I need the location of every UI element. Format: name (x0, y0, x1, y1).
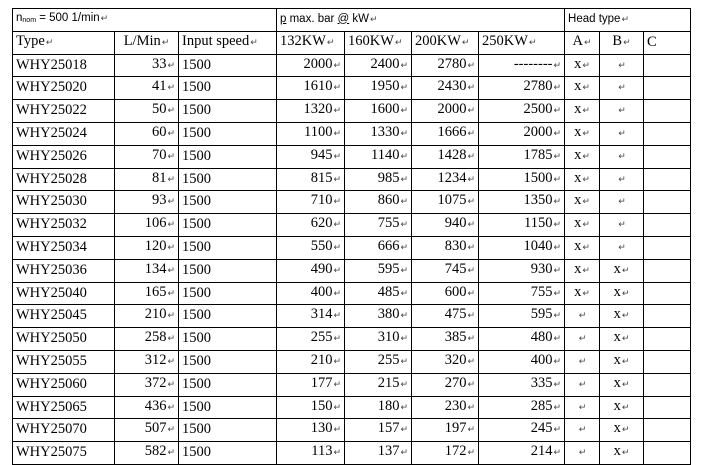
cell-head-a: ↵ (565, 328, 600, 351)
cell-input-speed: 1500 (179, 54, 277, 77)
pump-spec-table (12, 8, 691, 465)
cell-head-b: x↵ (600, 350, 644, 373)
cell-p132: 1320↵ (277, 100, 345, 123)
cell-head-a: x↵ (565, 191, 600, 214)
table-row (13, 100, 691, 123)
cell-p132: 150↵ (277, 396, 345, 419)
cell-type: WHY25045 (13, 305, 115, 328)
header-top-row (13, 9, 691, 32)
cell-head-a: x↵ (565, 282, 600, 305)
cell-p250: 2500↵ (479, 100, 565, 123)
cell-head-b: ↵ (600, 77, 644, 100)
cell-p160: 255↵ (345, 350, 412, 373)
cell-type: WHY25036 (13, 259, 115, 282)
col-head-c: C (644, 31, 691, 54)
cell-input-speed: 1500 (179, 236, 277, 259)
nominal-speed-header: nnom = 500 1/min↵ (13, 9, 277, 32)
cell-head-c (644, 77, 691, 100)
cell-input-speed: 1500 (179, 305, 277, 328)
cell-type: WHY25040 (13, 282, 115, 305)
cell-head-b: x↵ (600, 442, 644, 465)
col-head-b: B↵ (600, 31, 644, 54)
head-type-header: Head type↵ (565, 9, 691, 32)
table-row (13, 442, 691, 465)
cell-p250: 595↵ (479, 305, 565, 328)
cell-input-speed: 1500 (179, 259, 277, 282)
cell-head-b: ↵ (600, 214, 644, 237)
cell-head-b: x↵ (600, 373, 644, 396)
cell-lmin: 165↵ (115, 282, 179, 305)
table-row (13, 214, 691, 237)
table-row (13, 77, 691, 100)
cell-p132: 210↵ (277, 350, 345, 373)
cell-p200: 1428↵ (412, 145, 479, 168)
table-row (13, 350, 691, 373)
cell-p200: 1234↵ (412, 168, 479, 191)
cell-input-speed: 1500 (179, 145, 277, 168)
cell-head-a: x↵ (565, 259, 600, 282)
cell-p200: 320↵ (412, 350, 479, 373)
cell-lmin: 582↵ (115, 442, 179, 465)
col-132kw: 132KW↵ (277, 31, 345, 54)
cell-p200: 270↵ (412, 373, 479, 396)
cell-head-b: x↵ (600, 328, 644, 351)
cell-head-a: x↵ (565, 77, 600, 100)
col-lmin: L/Min↵ (115, 31, 179, 54)
column-header-row (13, 31, 691, 54)
cell-p250: 1500↵ (479, 168, 565, 191)
cell-p132: 1610↵ (277, 77, 345, 100)
cell-head-b: x↵ (600, 282, 644, 305)
cell-p132: 815↵ (277, 168, 345, 191)
cell-head-a: x↵ (565, 214, 600, 237)
col-type: Type↵ (13, 31, 115, 54)
cell-input-speed: 1500 (179, 168, 277, 191)
table-row (13, 168, 691, 191)
cell-p132: 710↵ (277, 191, 345, 214)
cell-p160: 485↵ (345, 282, 412, 305)
cell-head-b: ↵ (600, 122, 644, 145)
cell-p160: 755↵ (345, 214, 412, 237)
cell-p200: 385↵ (412, 328, 479, 351)
cell-p132: 177↵ (277, 373, 345, 396)
cell-p160: 1330↵ (345, 122, 412, 145)
cell-input-speed: 1500 (179, 191, 277, 214)
cell-p250: 1040↵ (479, 236, 565, 259)
cell-lmin: 507↵ (115, 419, 179, 442)
cell-p250: 2000↵ (479, 122, 565, 145)
cell-type: WHY25034 (13, 236, 115, 259)
cell-head-a: x↵ (565, 168, 600, 191)
cell-head-a: ↵ (565, 350, 600, 373)
cell-p160: 215↵ (345, 373, 412, 396)
cell-p160: 1950↵ (345, 77, 412, 100)
cell-type: WHY25030 (13, 191, 115, 214)
cell-input-speed: 1500 (179, 100, 277, 123)
cell-p160: 985↵ (345, 168, 412, 191)
cell-p160: 1600↵ (345, 100, 412, 123)
cell-input-speed: 1500 (179, 442, 277, 465)
cell-p160: 180↵ (345, 396, 412, 419)
table-row (13, 236, 691, 259)
cell-lmin: 41↵ (115, 77, 179, 100)
cell-p160: 137↵ (345, 442, 412, 465)
cell-type: WHY25065 (13, 396, 115, 419)
col-160kw: 160KW↵ (345, 31, 412, 54)
cell-p200: 745↵ (412, 259, 479, 282)
cell-p160: 2400↵ (345, 54, 412, 77)
cell-type: WHY25055 (13, 350, 115, 373)
cell-head-b: ↵ (600, 191, 644, 214)
cell-input-speed: 1500 (179, 77, 277, 100)
cell-head-a: x↵ (565, 122, 600, 145)
cell-p132: 945↵ (277, 145, 345, 168)
cell-p200: 2780↵ (412, 54, 479, 77)
cell-p200: 230↵ (412, 396, 479, 419)
table-row (13, 396, 691, 419)
table-row (13, 122, 691, 145)
cell-p250: 400↵ (479, 350, 565, 373)
cell-p200: 830↵ (412, 236, 479, 259)
cell-head-b: ↵ (600, 54, 644, 77)
cell-p200: 172↵ (412, 442, 479, 465)
pressure-header: p max. bar @ kW↵ (277, 9, 565, 32)
col-200kw: 200KW↵ (412, 31, 479, 54)
cell-p250: 285↵ (479, 396, 565, 419)
cell-input-speed: 1500 (179, 350, 277, 373)
cell-type: WHY25032 (13, 214, 115, 237)
cell-lmin: 436↵ (115, 396, 179, 419)
cell-type: WHY25070 (13, 419, 115, 442)
cell-input-speed: 1500 (179, 373, 277, 396)
cell-head-c (644, 373, 691, 396)
cell-p250: 214↵ (479, 442, 565, 465)
cell-head-b: x↵ (600, 396, 644, 419)
cell-p250: 1350↵ (479, 191, 565, 214)
table-row (13, 282, 691, 305)
cell-lmin: 120↵ (115, 236, 179, 259)
cell-type: WHY25018 (13, 54, 115, 77)
cell-lmin: 210↵ (115, 305, 179, 328)
cell-type: WHY25020 (13, 77, 115, 100)
cell-head-c (644, 419, 691, 442)
cell-p160: 157↵ (345, 419, 412, 442)
cell-head-c (644, 191, 691, 214)
cell-p132: 314↵ (277, 305, 345, 328)
cell-p200: 1075↵ (412, 191, 479, 214)
cell-head-c (644, 259, 691, 282)
cell-head-a: ↵ (565, 305, 600, 328)
cell-head-b: x↵ (600, 259, 644, 282)
cell-head-c (644, 305, 691, 328)
cell-p250: 930↵ (479, 259, 565, 282)
cell-lmin: 134↵ (115, 259, 179, 282)
cell-head-a: x↵ (565, 54, 600, 77)
cell-head-c (644, 214, 691, 237)
cell-head-a: x↵ (565, 100, 600, 123)
cell-p132: 113↵ (277, 442, 345, 465)
cell-p132: 130↵ (277, 419, 345, 442)
cell-head-b: x↵ (600, 419, 644, 442)
cell-p200: 940↵ (412, 214, 479, 237)
table-row (13, 259, 691, 282)
cell-input-speed: 1500 (179, 122, 277, 145)
cell-p250: 1785↵ (479, 145, 565, 168)
cell-p250: 2780↵ (479, 77, 565, 100)
cell-p200: 600↵ (412, 282, 479, 305)
cell-head-a: ↵ (565, 419, 600, 442)
cell-head-c (644, 54, 691, 77)
table-row (13, 191, 691, 214)
cell-head-b: ↵ (600, 168, 644, 191)
cell-type: WHY25075 (13, 442, 115, 465)
cell-input-speed: 1500 (179, 282, 277, 305)
cell-input-speed: 1500 (179, 214, 277, 237)
cell-input-speed: 1500 (179, 328, 277, 351)
cell-p160: 860↵ (345, 191, 412, 214)
cell-p250: --------↵ (479, 54, 565, 77)
cell-p250: 245↵ (479, 419, 565, 442)
cell-p200: 197↵ (412, 419, 479, 442)
cell-head-a: x↵ (565, 145, 600, 168)
cell-head-c (644, 350, 691, 373)
table-body (13, 54, 691, 464)
cell-lmin: 372↵ (115, 373, 179, 396)
cell-p200: 475↵ (412, 305, 479, 328)
spec-document (12, 8, 690, 461)
col-250kw: 250KW↵ (479, 31, 565, 54)
cell-lmin: 70↵ (115, 145, 179, 168)
cell-lmin: 33↵ (115, 54, 179, 77)
cell-p132: 255↵ (277, 328, 345, 351)
cell-head-b: ↵ (600, 100, 644, 123)
cell-lmin: 50↵ (115, 100, 179, 123)
cell-head-c (644, 328, 691, 351)
cell-p250: 1150↵ (479, 214, 565, 237)
cell-lmin: 312↵ (115, 350, 179, 373)
cell-head-c (644, 396, 691, 419)
cell-p160: 1140↵ (345, 145, 412, 168)
cell-lmin: 60↵ (115, 122, 179, 145)
cell-input-speed: 1500 (179, 419, 277, 442)
cell-p160: 595↵ (345, 259, 412, 282)
cell-p132: 620↵ (277, 214, 345, 237)
cell-p200: 2000↵ (412, 100, 479, 123)
cell-type: WHY25024 (13, 122, 115, 145)
cell-type: WHY25026 (13, 145, 115, 168)
cell-p250: 335↵ (479, 373, 565, 396)
cell-head-c (644, 122, 691, 145)
cell-p250: 480↵ (479, 328, 565, 351)
cell-head-a: ↵ (565, 442, 600, 465)
cell-head-c (644, 100, 691, 123)
cell-p160: 380↵ (345, 305, 412, 328)
cell-p200: 2430↵ (412, 77, 479, 100)
cell-head-b: x↵ (600, 305, 644, 328)
cell-p132: 400↵ (277, 282, 345, 305)
col-head-a: A↵ (565, 31, 600, 54)
cell-head-a: ↵ (565, 396, 600, 419)
cell-p132: 490↵ (277, 259, 345, 282)
table-row (13, 145, 691, 168)
cell-lmin: 106↵ (115, 214, 179, 237)
cell-p160: 310↵ (345, 328, 412, 351)
cell-lmin: 81↵ (115, 168, 179, 191)
cell-head-a: x↵ (565, 236, 600, 259)
cell-type: WHY25022 (13, 100, 115, 123)
cell-head-c (644, 442, 691, 465)
cell-p132: 2000↵ (277, 54, 345, 77)
table-row (13, 305, 691, 328)
cell-p160: 666↵ (345, 236, 412, 259)
cell-p132: 550↵ (277, 236, 345, 259)
cell-head-b: ↵ (600, 145, 644, 168)
cell-head-c (644, 236, 691, 259)
cell-p250: 755↵ (479, 282, 565, 305)
table-row (13, 54, 691, 77)
cell-type: WHY25028 (13, 168, 115, 191)
cell-head-a: ↵ (565, 373, 600, 396)
cell-lmin: 93↵ (115, 191, 179, 214)
cell-p132: 1100↵ (277, 122, 345, 145)
cell-type: WHY25060 (13, 373, 115, 396)
cell-head-c (644, 282, 691, 305)
cell-type: WHY25050 (13, 328, 115, 351)
table-row (13, 328, 691, 351)
cell-p200: 1666↵ (412, 122, 479, 145)
cell-input-speed: 1500 (179, 396, 277, 419)
cell-lmin: 258↵ (115, 328, 179, 351)
table-row (13, 419, 691, 442)
cell-head-c (644, 145, 691, 168)
cell-head-b: ↵ (600, 236, 644, 259)
table-row (13, 373, 691, 396)
cell-head-c (644, 168, 691, 191)
col-input-speed: Input speed↵ (179, 31, 277, 54)
